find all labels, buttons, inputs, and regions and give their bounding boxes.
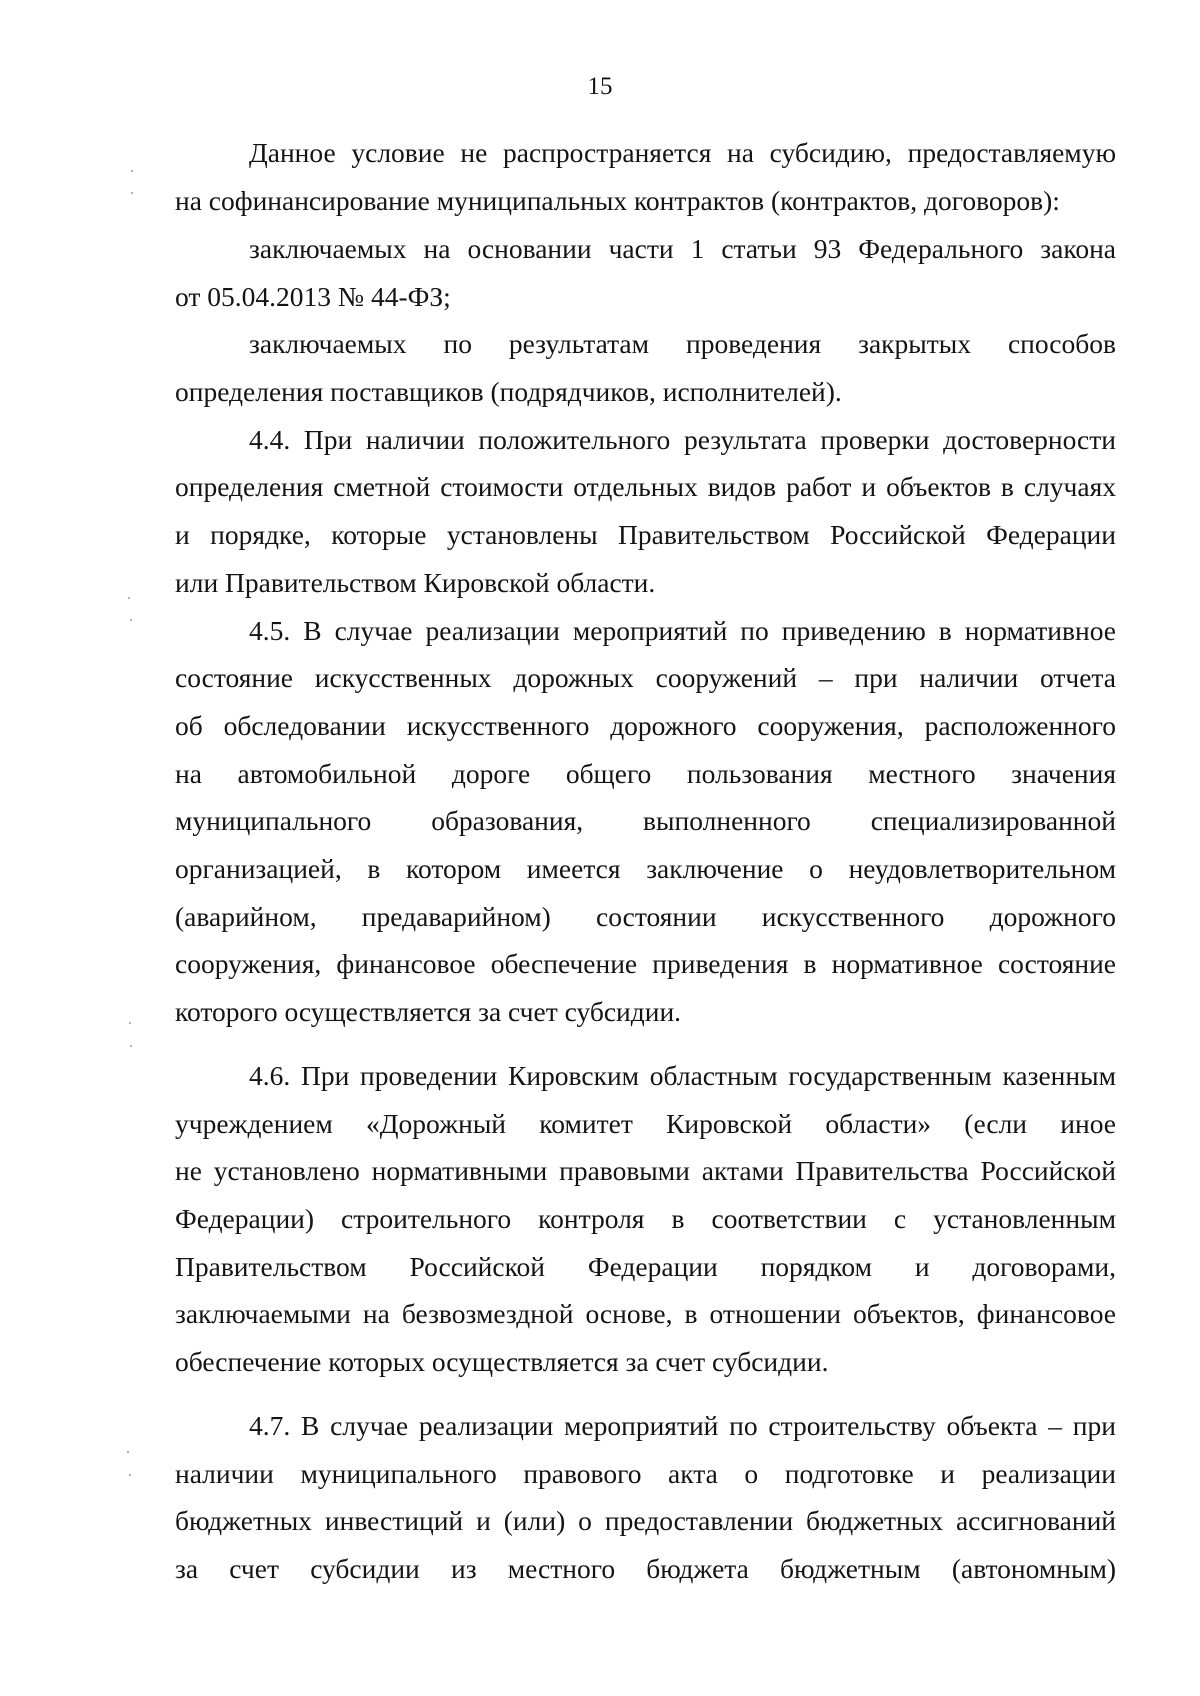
text-line: и порядке, которые установлены Правительством Российской Федерации (175, 519, 1116, 550)
text-line: наличии муниципального правового акта о подготовке и реализации (175, 1458, 1116, 1489)
scan-speck (129, 1022, 131, 1024)
text-line: учреждением «Дорожный комитет Кировской области» (если иное (175, 1108, 1116, 1139)
scan-speck (129, 1474, 131, 1476)
text-line: определения поставщиков (подрядчиков, исполнителей). (175, 376, 842, 407)
text-line: на автомобильной дороге общего пользования местного значения (175, 758, 1116, 789)
scan-speck (131, 170, 133, 172)
text-line: 4.4. При наличии положительного результата проверки достоверности (249, 424, 1116, 455)
text-line: об обследовании искусственного дорожного сооружения, расположенного (175, 710, 1116, 741)
text-line: организацией, в котором имеется заключение о неудовлетворительном (175, 853, 1116, 884)
scan-speck (130, 1045, 132, 1047)
text-line: или Правительством Кировской области. (175, 567, 656, 598)
text-line: определения сметной стоимости отдельных видов работ и объектов в случаях (175, 471, 1116, 502)
page-number: 15 (587, 73, 613, 100)
scan-speck (131, 192, 133, 194)
text-line: 4.7. В случае реализации мероприятий по строительству объекта – при (249, 1410, 1116, 1441)
text-line: сооружения, финансовое обеспечение приведения в нормативное состояние (175, 948, 1116, 979)
scan-speck (130, 619, 132, 621)
text-line: Федерации) строительного контроля в соответствии с установленным (175, 1203, 1116, 1234)
text-line: не установлено нормативными правовыми актами Правительства Российской (175, 1155, 1116, 1186)
text-line: муниципального образования, выполненного специализированной (175, 805, 1116, 836)
text-line: Данное условие не распространяется на субсидию, предоставляемую (249, 137, 1116, 168)
scan-speck (128, 597, 130, 599)
text-line: которого осуществляется за счет субсидии. (175, 996, 682, 1027)
text-line: заключаемыми на безвозмездной основе, в отношении объектов, финансовое (175, 1298, 1116, 1329)
text-line: за счет субсидии из местного бюджета бюджетным (автономным) (175, 1553, 1116, 1584)
text-line: (аварийном, предаварийном) состоянии искусственного дорожного (175, 901, 1116, 932)
text-line: заключаемых по результатам проведения закрытых способов (249, 328, 1116, 359)
text-line: Правительством Российской Федерации порядком и договорами, (175, 1251, 1116, 1282)
text-line: на софинансирование муниципальных контрактов (контрактов, договоров): (175, 185, 1060, 216)
text-line: от 05.04.2013 № 44-ФЗ; (175, 281, 451, 312)
text-line: состояние искусственных дорожных сооружений – при наличии отчета (175, 662, 1116, 693)
text-line: 4.5. В случае реализации мероприятий по приведению в нормативное (249, 615, 1116, 646)
text-line: заключаемых на основании части 1 статьи 93 Федерального закона (249, 233, 1116, 264)
text-line: 4.6. При проведении Кировским областным государственным казенным (249, 1060, 1116, 1091)
scan-speck (127, 1451, 129, 1453)
text-line: бюджетных инвестиций и (или) о предоставлении бюджетных ассигнований (175, 1505, 1116, 1536)
text-line: обеспечение которых осуществляется за счет субсидии. (175, 1346, 829, 1377)
